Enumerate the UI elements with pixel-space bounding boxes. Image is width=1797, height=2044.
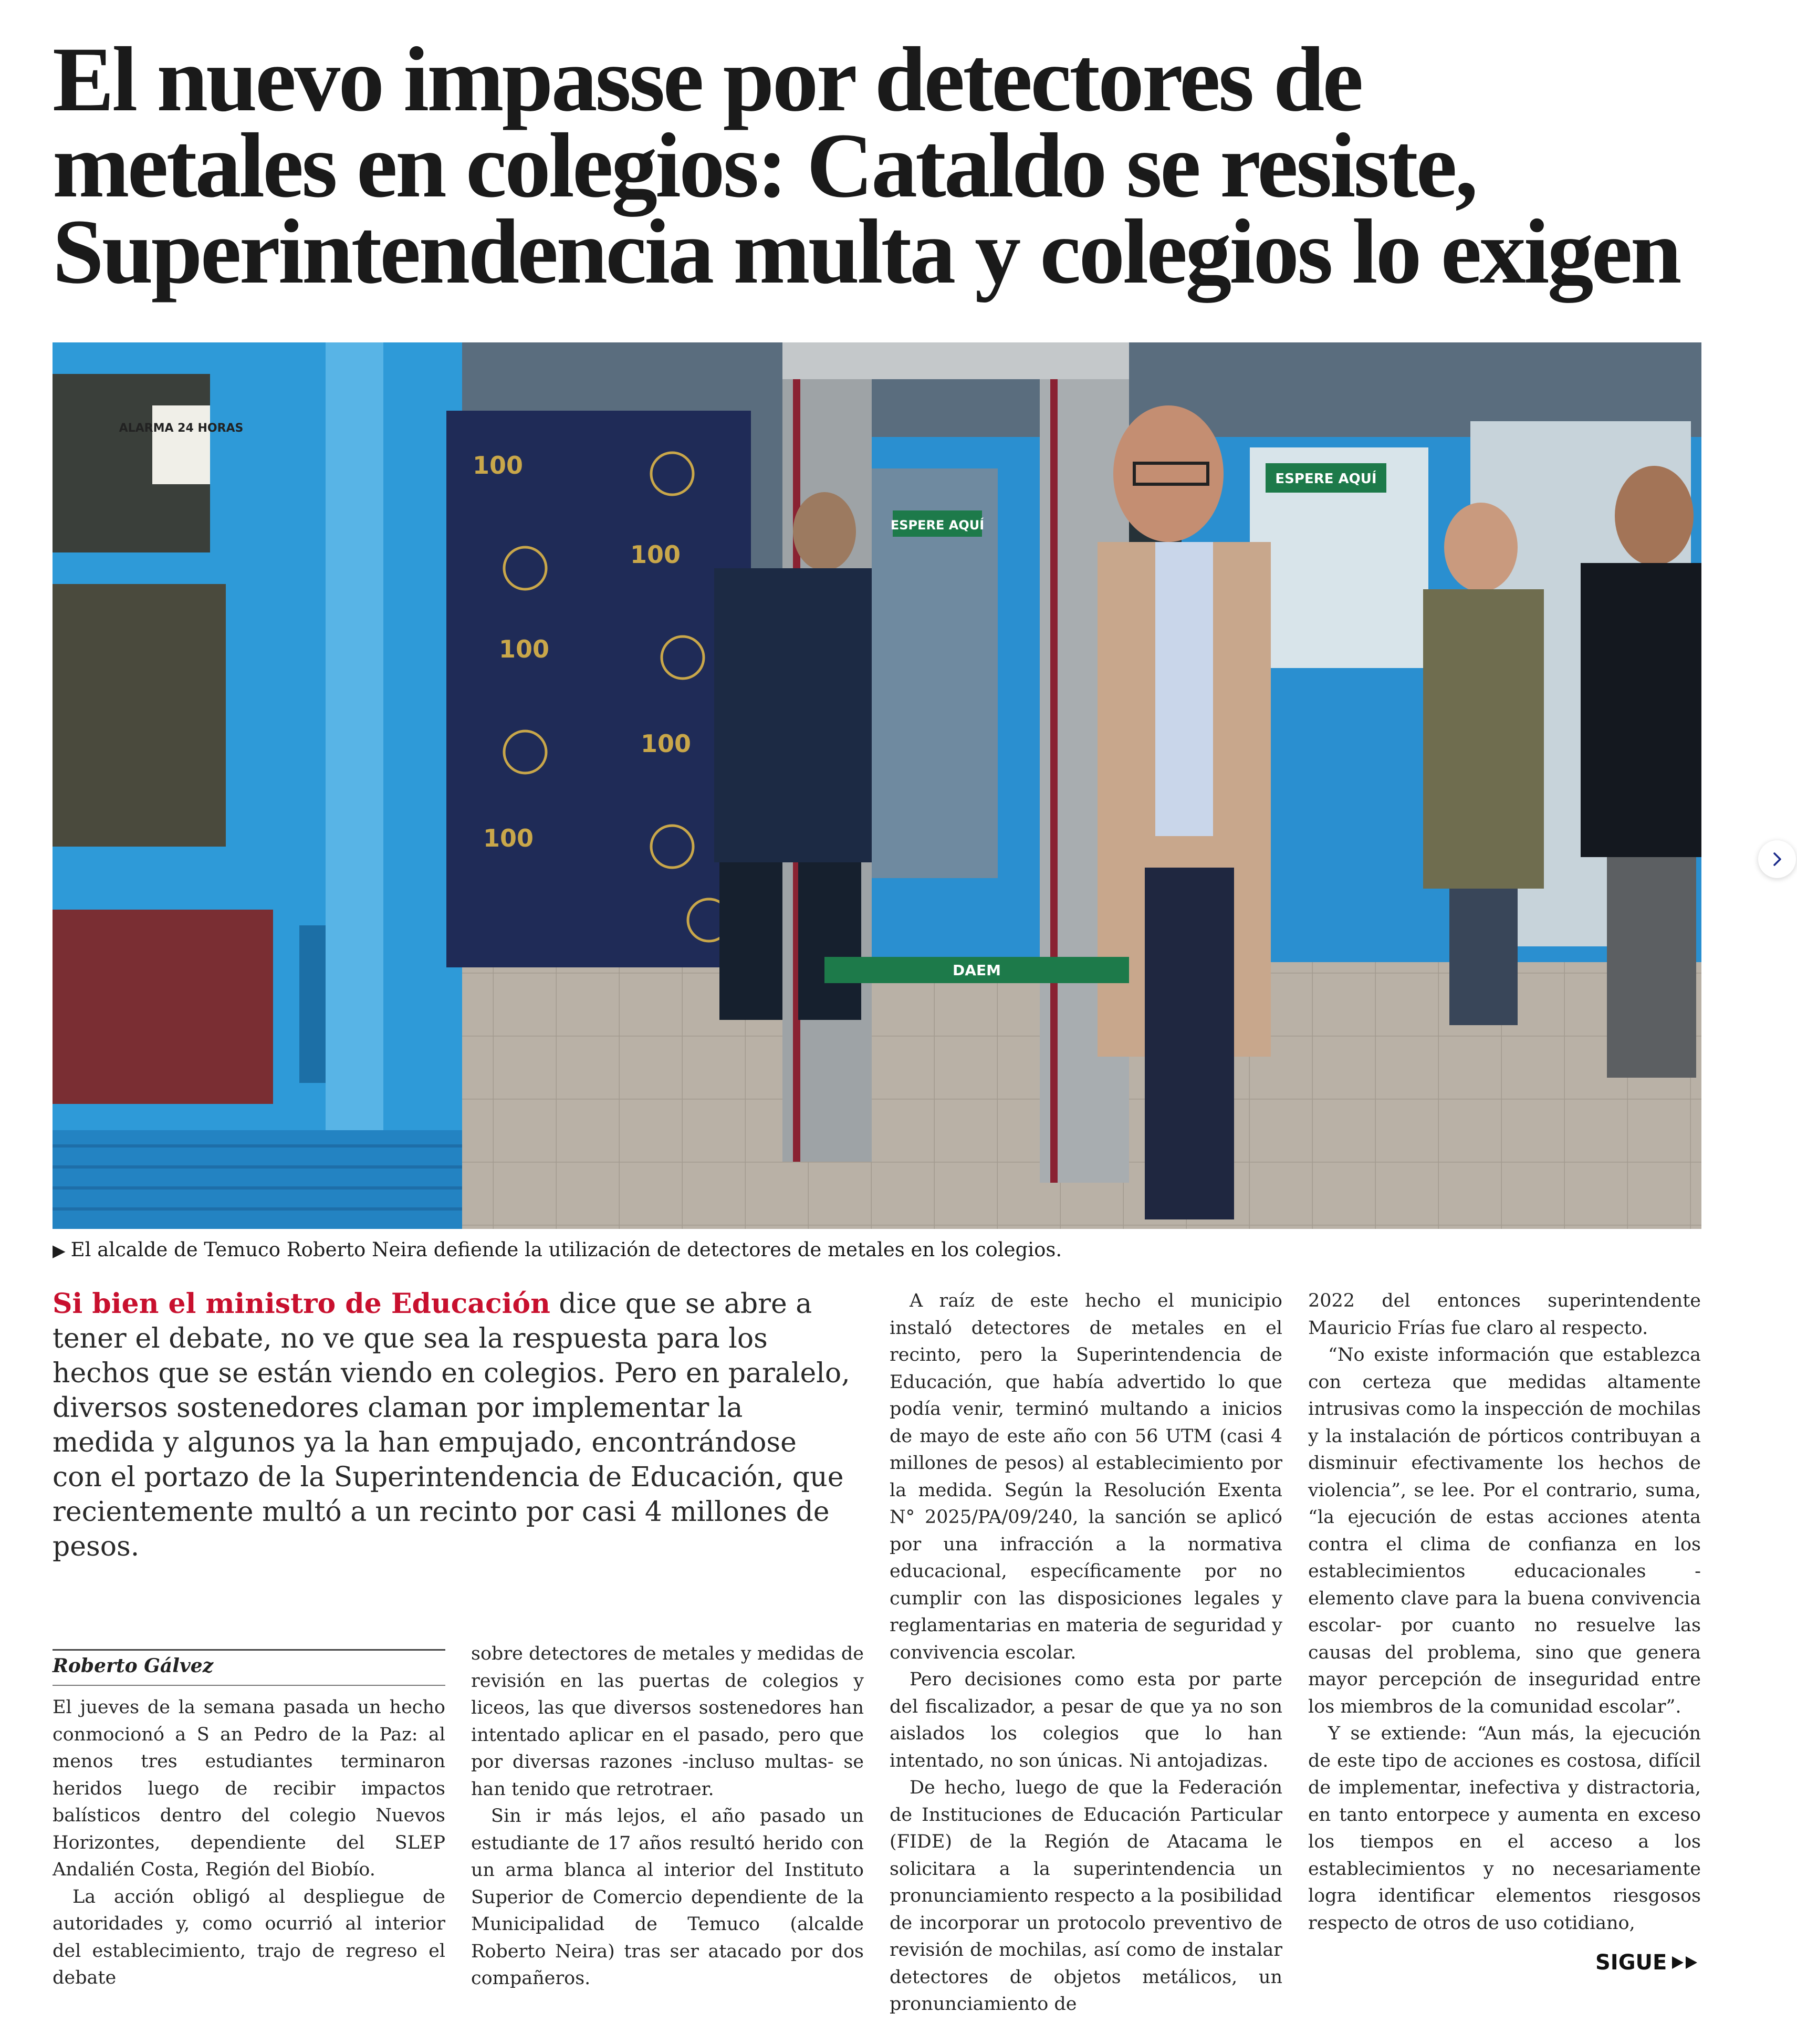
lead-photo — [53, 342, 1701, 1229]
photo-caption — [53, 1238, 1701, 1262]
banner-logo: 100 — [630, 540, 681, 569]
paragraph: Y se extiende: “Aun más, la ejecución de este tipo de acciones es costosa, difícil de implementar, inefectiva y distractoria, en tanto entorpece y aumenta en exceso los tiempos en el acceso a los establecimientos y no necesariamente logra identificar elementos riesgosos respecto de otros de uso cotidiano, — [1308, 1723, 1701, 1934]
paragraph: 2022 del entonces superintendente Mauricio Frías fue claro al respecto. — [1308, 1290, 1701, 1339]
lead-highlight: Si bien el ministro de Educación — [53, 1288, 550, 1320]
paragraph: A raíz de este hecho el municipio instaló detectores de metales en el recinto, pero la Superintendencia de Educación, que había advertido lo que podía venir, terminó multando a inicios de mayo de este año con 56 UTM (casi 4 millones de pesos) al establecimiento por la medida. Según la Resolución Exenta N° 2025/PA/09/240, la sanción se aplicó por una infracción a la normativa educacional, específicamente por no cumplir con las disposiciones legales y reglamentarias en materia de seguridad y convivencia escolar. — [890, 1290, 1282, 1663]
banner-logo: 100 — [641, 729, 692, 758]
lead-text: dice que se abre a tener el debate, no ve que sea la respuesta para los hechos que se están viendo en colegios. Pero en paralelo, diversos sostenedores claman por implementar la medida y algunos ya la han empujado, encontrándose con el portazo de la Superintendencia de Educación, que recientemente multó a un recinto por casi 4 millones de pesos. — [53, 1288, 850, 1562]
paragraph: Sin ir más lejos, el año pasado un estudiante de 17 años resultó herido con un arma blanca al interior del Instituto Superior de Comercio dependiente de la Municipalidad de Temuco (alcalde Roberto Neira) tras ser atacado por dos compañeros. — [471, 1806, 864, 1989]
paragraph: Pero decisiones como esta por parte del fiscalizador, a pesar de que ya no son aislados los colegios que lo han intentado, no son únicas. Ni antojadizas. — [890, 1669, 1282, 1771]
paragraph: De hecho, luego de que la Federación de Instituciones de Educación Particular (FIDE) de la Región de Atacama le solicitara a la superintendencia un pronunciamiento respecto a la posibilidad de incorporar un protocolo preventivo de revisión de mochilas, así como de instalar detectores de objetos metálicos, un pronunciamiento de — [890, 1777, 1282, 2015]
article-column-2 — [471, 1641, 864, 1993]
byline-divider — [53, 1649, 445, 1651]
caption-text: El alcalde de Temuco Roberto Neira defiende la utilización de detectores de metales en los colegios. — [70, 1238, 1062, 1261]
article-column-4 — [1308, 1288, 1701, 1937]
paragraph: El jueves de la semana pasada un hecho conmocionó a S an Pedro de la Paz: al menos tres estudiantes terminaron heridos luego de recibir impactos balísticos dentro del colegio Nuevos Horizontes, dependiente del SLEP Andalién Costa, Región del Biobío. — [53, 1697, 445, 1880]
paragraph: La acción obligó al despliegue de autoridades y, como ocurrió al interior del establecimiento, trajo de regreso el debate — [53, 1886, 445, 1988]
chevron-right-icon — [1768, 850, 1786, 868]
banner-logo: 100 — [499, 635, 550, 663]
paragraph: “No existe información que establezca con certeza que medidas altamente intrusivas como la inspección de mochilas y la instalación de pórticos contribuyan a disminuir efectivamente los hechos de violencia”, se lee. Por el contrario, suma, “la ejecución de estas acciones atenta contra el clima de confianza en los establecimientos educacionales -elemento clave para la buena convivencia escolar- por cuanto no resuelve las causas del problema, sino que genera mayor percepción de inseguridad entre los miembros de la comunidad escolar”. — [1308, 1344, 1701, 1717]
caption-marker-icon: ▶ — [53, 1240, 66, 1260]
espere-sign-1: ESPERE AQUÍ — [890, 518, 985, 533]
sigue-label: SIGUE — [1595, 1951, 1667, 1975]
floor-daem-sign: DAEM — [953, 962, 1001, 979]
banner-logo: 100 — [483, 824, 534, 852]
article-column-1 — [53, 1694, 445, 1992]
headline-line-1: El nuevo impasse por detectores de — [53, 28, 1362, 131]
lead-paragraph — [53, 1287, 851, 1564]
banner-logo: 100 — [473, 451, 524, 479]
headline-line-3: Superintendencia multa y colegios lo exigen — [53, 201, 1680, 303]
next-page-button[interactable] — [1758, 840, 1796, 878]
byline-divider — [53, 1685, 445, 1686]
byline: Roberto Gálvez — [53, 1655, 214, 1677]
headline-line-2: metales en colegios: Cataldo se resiste, — [53, 114, 1476, 217]
headline — [53, 28, 1733, 303]
photo-illustration — [53, 342, 1701, 1229]
continue-indicator — [1595, 1949, 1700, 1976]
article-column-3 — [890, 1288, 1282, 2018]
alarm-sign: ALARMA 24 HORAS — [119, 422, 244, 435]
double-arrow-icon — [1671, 1955, 1700, 1970]
paragraph: sobre detectores de metales y medidas de revisión en las puertas de colegios y liceos, las que diversos sostenedores han intentado aplicar en el pasado, pero que por diversas razones -incluso multas- se han tenido que retrotraer. — [471, 1643, 864, 1800]
espere-sign-2: ESPERE AQUÍ — [1275, 471, 1377, 487]
